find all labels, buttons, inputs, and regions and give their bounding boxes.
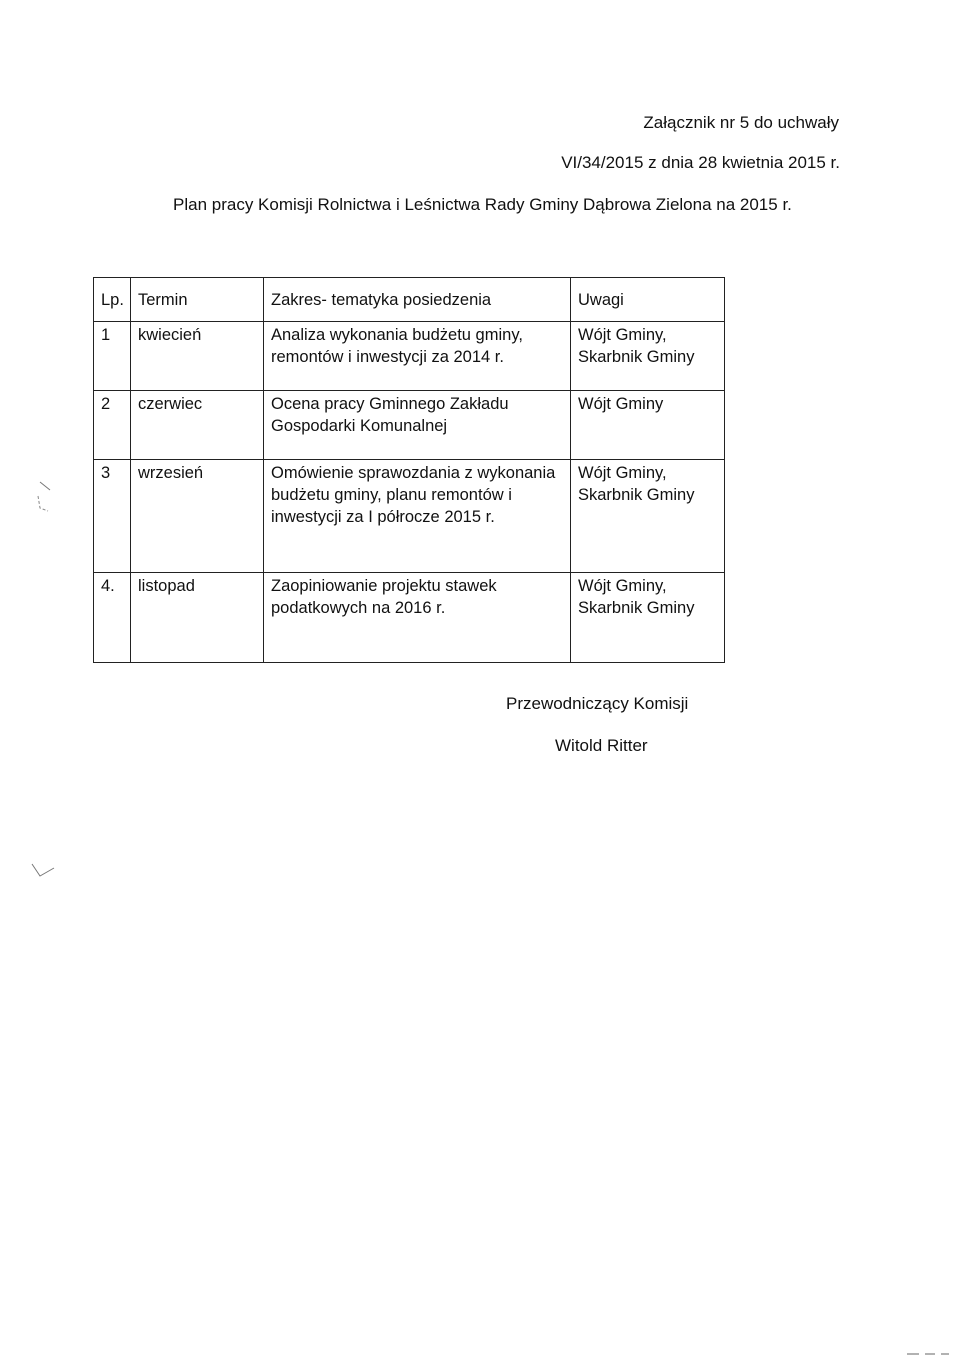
row-notes: Wójt Gminy, Skarbnik Gminy: [571, 573, 725, 663]
row-scope: Analiza wykonania budżetu gminy, remontów i inwestycji za 2014 r.: [264, 322, 571, 391]
punch-hole-mark: [28, 858, 68, 888]
row-notes: Wójt Gminy, Skarbnik Gminy: [571, 460, 725, 573]
row-scope: Zaopiniowanie projektu stawek podatkowych na 2016 r.: [264, 573, 571, 663]
annex-label: Załącznik nr 5 do uchwały: [643, 113, 839, 132]
row-number: 2: [94, 391, 131, 460]
column-header-scope: Zakres- tematyka posiedzenia: [264, 278, 571, 322]
row-scope: Ocena pracy Gminnego Zakładu Gospodarki Komunalnej: [264, 391, 571, 460]
table-row: [94, 391, 725, 460]
signature-role: Przewodniczący Komisji: [506, 694, 689, 713]
resolution-reference: VI/34/2015 z dnia 28 kwietnia 2015 r.: [561, 153, 840, 172]
scan-edge-mark: [905, 1348, 955, 1358]
column-header-notes: Uwagi: [571, 278, 725, 322]
row-term: czerwiec: [131, 391, 264, 460]
table-row: [94, 460, 725, 573]
row-notes: Wójt Gminy, Skarbnik Gminy: [571, 322, 725, 391]
row-notes: Wójt Gminy: [571, 391, 725, 460]
row-term: kwiecień: [131, 322, 264, 391]
row-term: listopad: [131, 573, 264, 663]
row-scope: Omówienie sprawozdania z wykonania budżetu gminy, planu remontów i inwestycji za I półrocze 2015 r.: [264, 460, 571, 573]
table-row: [94, 573, 725, 663]
plan-title: Plan pracy Komisji Rolnictwa i Leśnictwa Rady Gminy Dąbrowa Zielona na 2015 r.: [173, 195, 792, 214]
column-header-no: Lp.: [94, 278, 131, 322]
row-term: wrzesień: [131, 460, 264, 573]
column-header-term: Termin: [131, 278, 264, 322]
signature-name: Witold Ritter: [555, 736, 648, 755]
work-plan-table: [93, 277, 725, 663]
punch-hole-mark: [28, 478, 68, 518]
row-number: 1: [94, 322, 131, 391]
row-number: 4.: [94, 573, 131, 663]
table-row: [94, 322, 725, 391]
table-header-row: [94, 278, 725, 322]
row-number: 3: [94, 460, 131, 573]
